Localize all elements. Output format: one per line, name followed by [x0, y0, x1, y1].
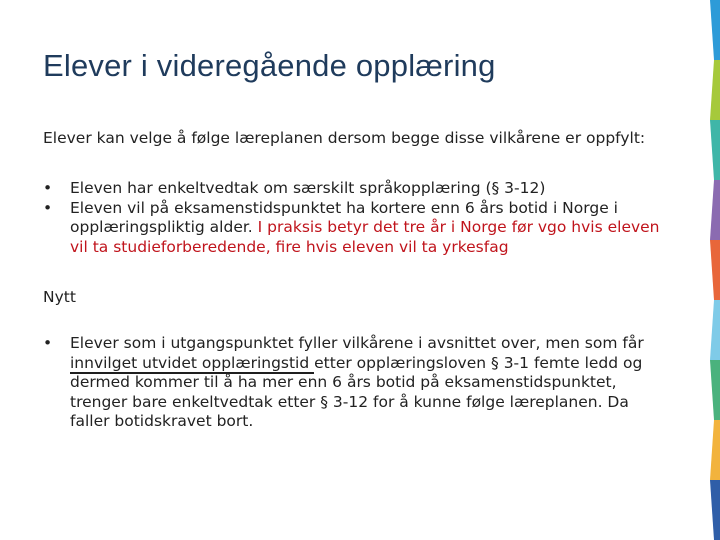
- stripe-segment: [710, 480, 720, 540]
- list-item: [43, 179, 668, 199]
- underlined-phrase: innvilget utvidet opplæringstid: [70, 353, 315, 372]
- stripe-segment: [710, 0, 720, 60]
- new-rules-list: [43, 334, 668, 432]
- stripe-segment: [710, 360, 720, 420]
- list-item: [43, 199, 668, 258]
- bullet-icon: •: [43, 179, 53, 197]
- bullet-icon: •: [43, 198, 53, 217]
- condition-text: Eleven har enkeltvedtak om særskilt språkopplæring (§ 3-12): [70, 179, 546, 197]
- bullet-icon: •: [43, 334, 53, 352]
- intro-text: Elever kan velge å følge læreplanen dersom begge disse vilkårene er oppfylt:: [43, 129, 646, 147]
- condition-highlight: I praksis betyr det tre år i Norge før vgo hvis eleven vil ta studieforberedende, fire hvis eleven vil ta yrkesfag: [70, 218, 660, 256]
- stripe-segment: [710, 240, 720, 300]
- condition-text: Eleven vil på eksamenstidspunktet ha kortere enn 6 års botid i Norge i opplæringspliktig alder.: [70, 198, 618, 236]
- new-item-text-rest: etter opplæringsloven § 3-1 femte ledd og dermed kommer til å ha mer enn 6 års botid på eksamenstidspunktet, trenger bare enkeltvedtak etter § 3-12 for å kunne følge læreplanen. Da faller botidskravet bort.: [70, 353, 643, 430]
- stripe-segment: [710, 300, 720, 360]
- stripe-segment: [710, 120, 720, 180]
- stripe-segment: [710, 420, 720, 480]
- section-label: Nytt: [43, 288, 76, 306]
- decorative-stripe: [706, 0, 720, 540]
- new-item-text: Elever som i utgangspunktet fyller vilkårene i avsnittet over, men som får: [70, 334, 644, 352]
- conditions-list: [43, 179, 668, 257]
- slide-title: Elever i videregående opplæring: [43, 48, 496, 83]
- stripe-segment: [710, 60, 720, 120]
- stripe-segment: [710, 180, 720, 240]
- list-item: [43, 334, 668, 432]
